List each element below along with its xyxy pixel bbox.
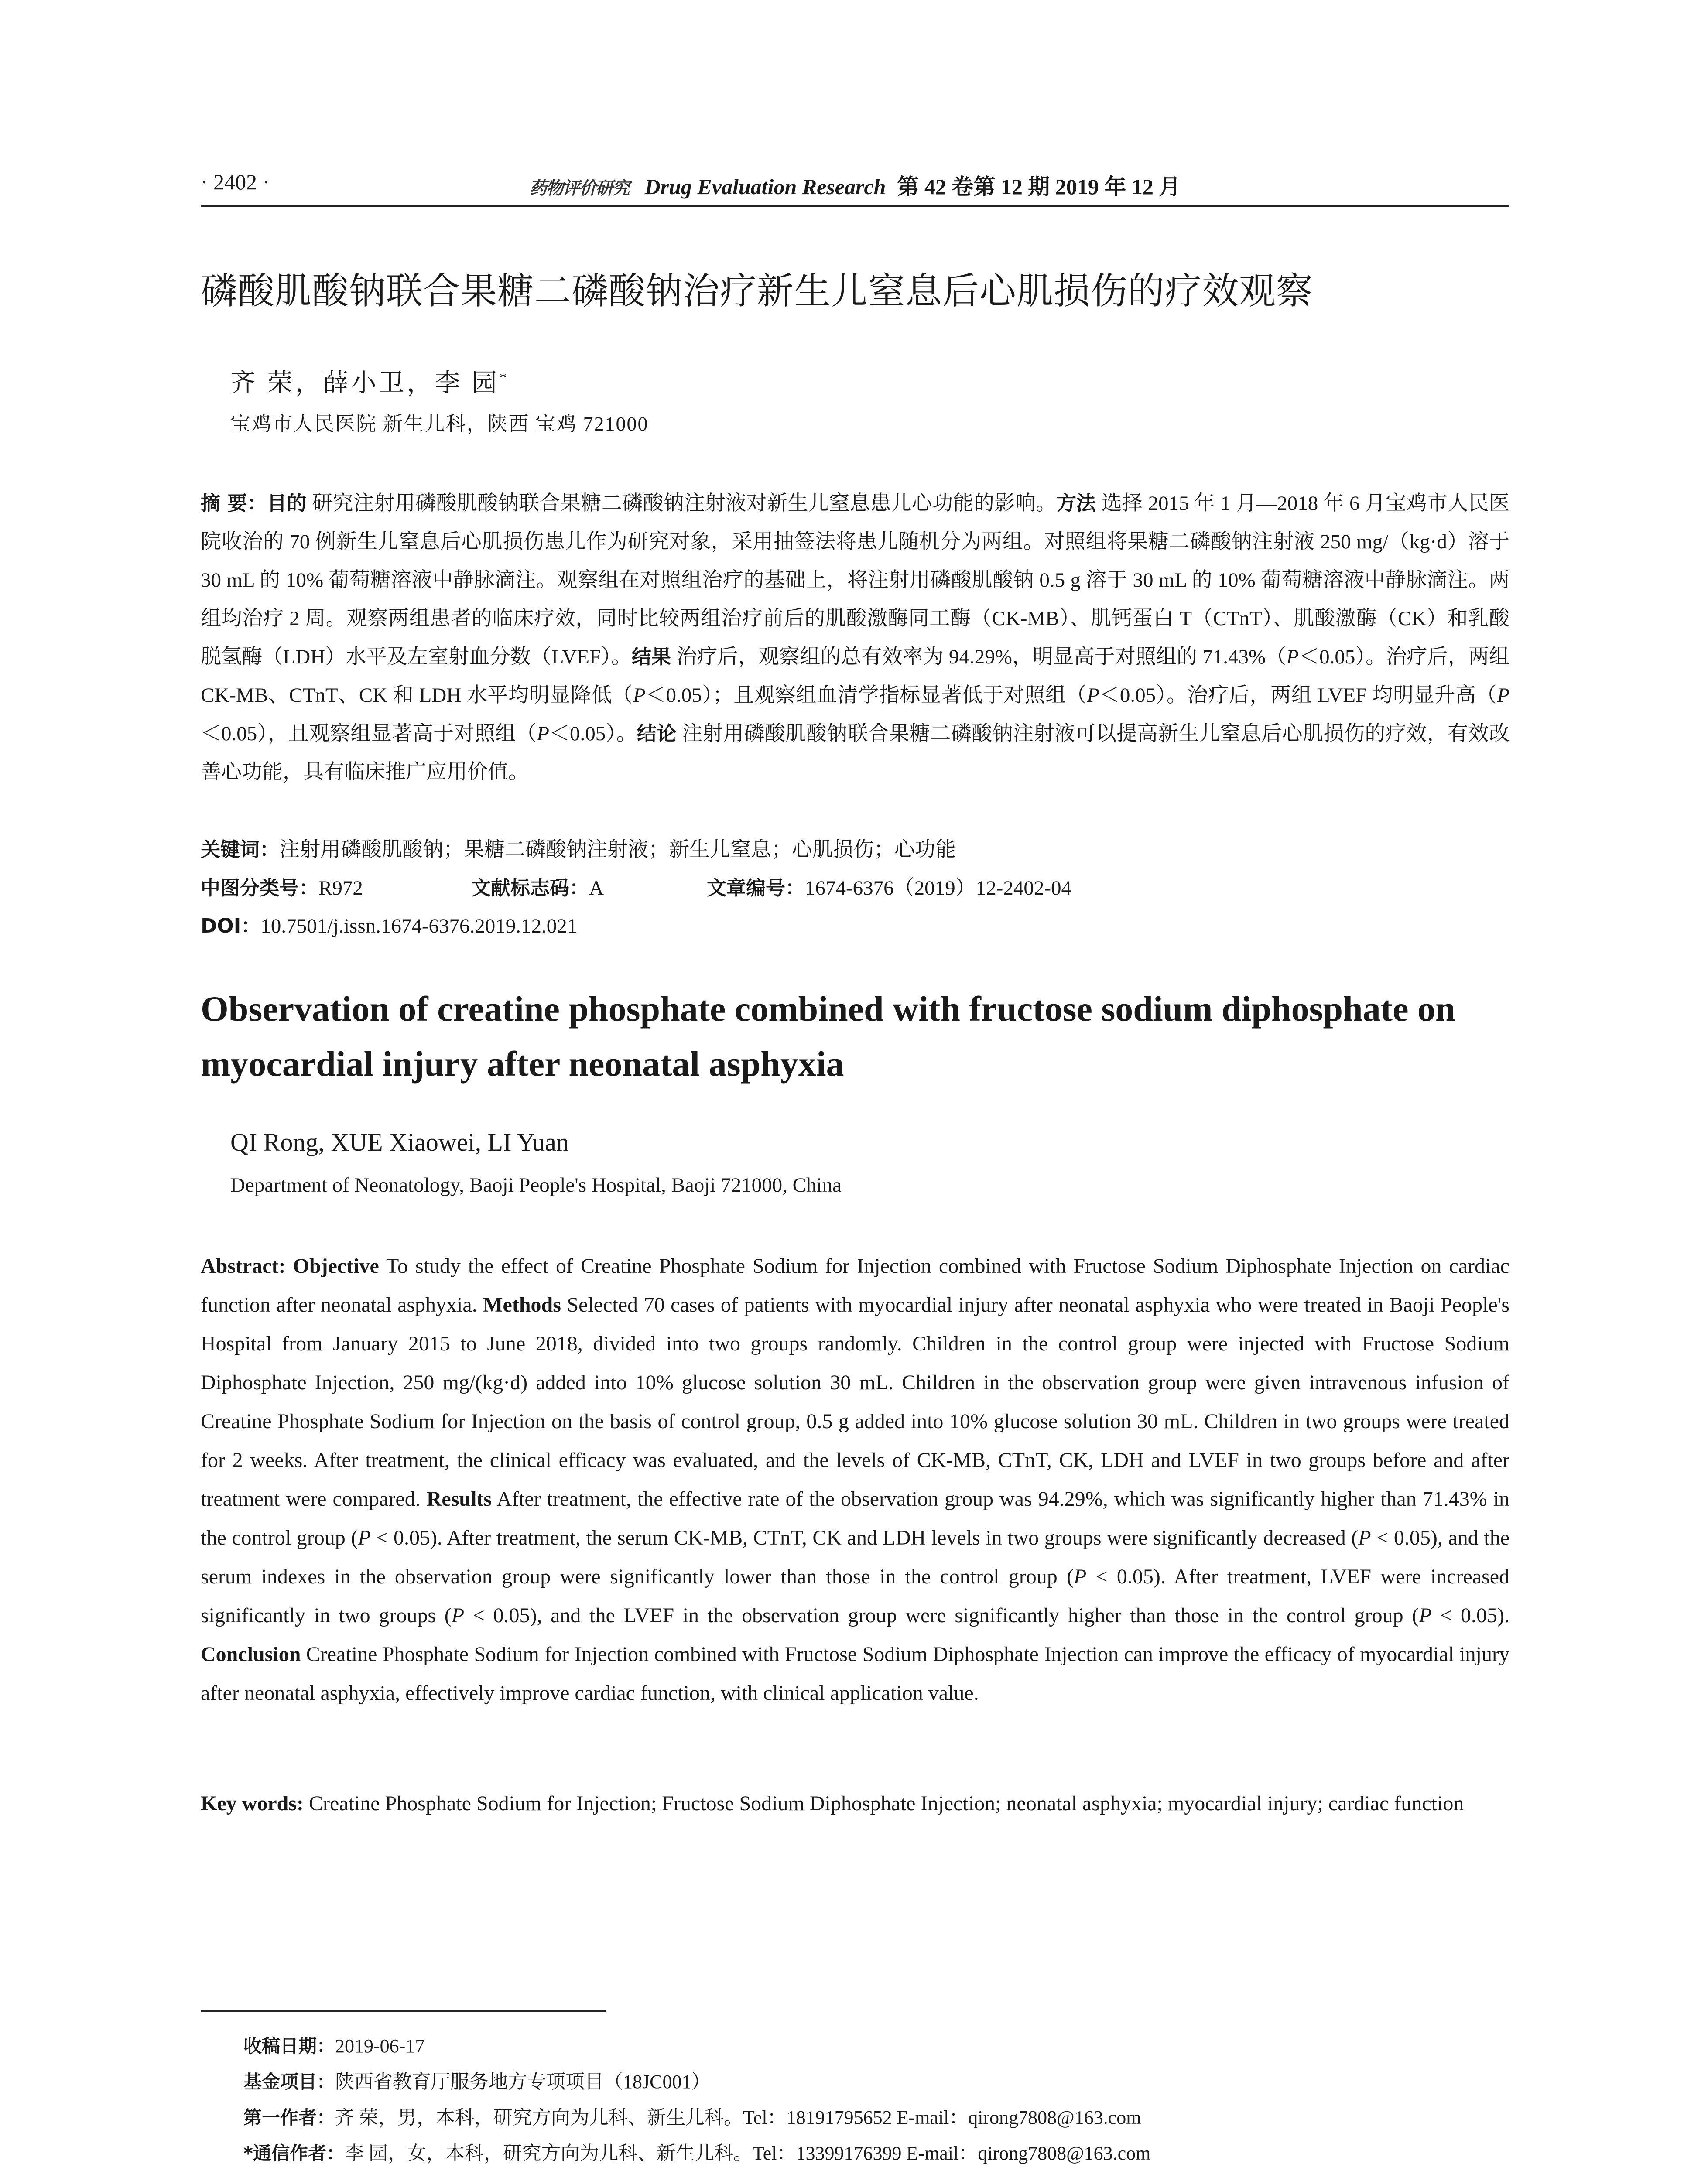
abstract-objective-label: Abstract: Objective [201,1255,379,1278]
keywords-label: Key words: [201,1792,304,1815]
p-symbol: P [1419,1604,1432,1627]
journal-header [201,169,1509,201]
objective-text: 研究注射用磷酸肌酸钠联合果糖二磷酸钠注射液对新生儿窒息患儿心功能的影响。 [307,492,1057,515]
results-label: 结果 [632,645,671,668]
abstract-label: 摘 要： [201,492,267,515]
first-author [243,2100,1509,2136]
received-date [243,2028,1509,2064]
english-authors: QI Rong, XUE Xiaowei, LI Yuan [230,1128,569,1156]
conclusion-label: 结论 [637,722,677,745]
chinese-affiliation: 宝鸡市人民医院 新生儿科，陕西 宝鸡 721000 [230,413,649,435]
corresponding-value: 李 园，女，本科，研究方向为儿科、新生儿科。Tel：13399176399 E-mail：qirong7808@163.com [344,2143,1151,2164]
conclusion-label: Conclusion [201,1643,301,1666]
p-symbol: P [1087,684,1099,707]
issue-info: 第 42 卷第 12 期 2019 年 12 月 [897,174,1181,199]
running-header [201,169,1509,209]
chinese-keywords [201,833,1509,862]
p-symbol: P [537,722,549,745]
chinese-title: 磷酸肌酸钠联合果糖二磷酸钠治疗新生儿窒息后心肌损伤的疗效观察 [201,270,1314,312]
corresponding-mark: * [500,369,507,386]
article-no-field [707,872,1071,901]
methods-text: 选择 2015 年 1 月—2018 年 6 月宝鸡市人民医院收治的 70 例新生儿窒息后心肌损伤患儿作为研究对象，采用抽签法将患儿随机分为两组。对照组将果糖二磷酸钠注射液 250 mg/（kg·d）溶于 30 mL 的 10% 葡萄糖溶液中静脉滴注。观察组在对照组治疗的基础上，将注射用磷酸肌酸钠 0.5 g 溶于 30 mL 的 10% 葡萄糖溶液中静脉滴注。两组均治疗 2 周。观察两组患者的临床疗效，同时比较两组治疗前后的肌酸激酶同工酶（CK-MB）、肌钙蛋白 T（CTnT）、肌酸激酶（CK）和乳酸脱氢酶（LDH）水平及左室射血分数（LVEF）。 [201,492,1510,668]
journal-logo: 药物评价研究 [529,178,629,198]
doc-code-value: A [589,877,604,899]
chinese-authors [230,362,507,399]
clc-value: R972 [318,877,363,899]
fund-value: 陕西省教育厅服务地方专项项目（18JC001） [335,2071,711,2092]
chinese-author-names: 齐 荣，薛小卫，李 园 [230,369,500,397]
keywords-text: 注射用磷酸肌酸钠；果糖二磷酸钠注射液；新生儿窒息；心肌损伤；心功能 [279,838,956,861]
fund-project [243,2064,1509,2100]
methods-label: 方法 [1056,492,1096,515]
results-text: ＜0.05）。治疗后，两组 CK-MB、CTnT、CK 和 LDH 水平均明显降低（ [201,646,1510,707]
doi-line [201,910,1509,938]
keywords-text: Creatine Phosphate Sodium for Injection; Fructose Sodium Diphosphate Injection; neonatal asphyxia; myocardial injury; cardiac function [303,1792,1464,1815]
p-symbol: P [1073,1565,1087,1588]
english-affiliation: Department of Neonatology, Baoji People's Hospital, Baoji 721000, China [230,1174,842,1196]
doi-label: DOI： [201,914,261,937]
p-symbol: P [1497,684,1510,707]
p-symbol: P [358,1526,371,1549]
results-text: < 0.05), and the LVEF in the observation group were significantly higher than those in the control group ( [464,1604,1419,1627]
clc-label: 中图分类号： [201,876,319,899]
results-text: ＜0.05）。 [549,722,637,745]
methods-label: Methods [483,1293,561,1316]
classification-line [201,872,1509,901]
english-title: Observation of creatine phosphate combined with fructose sodium diphosphate on myocardial injury after neonatal asphyxia [201,989,1455,1084]
article-no-value: 1674-6376（2019）12-2402-04 [805,877,1071,899]
page-number: · 2402 · [201,170,270,194]
doc-code-field [471,872,707,900]
chinese-abstract [201,484,1509,791]
objective-text: To study the effect of Creatine Phosphate Sodium for Injection combined with Fructose Sodium Diphosphate Injection on cardiac function after neonatal asphyxia. [201,1255,1509,1316]
english-abstract [201,1247,1509,1713]
keywords-label: 关键词： [201,838,280,861]
results-text: ＜0.05）。治疗后，两组 LVEF 均明显升高（ [1099,684,1497,707]
results-text: < 0.05), and the serum indexes in the observation group were significantly lower than those in the control group ( [201,1526,1510,1588]
p-symbol: P [633,684,646,707]
objective-label: 目的 [267,492,307,515]
footnote-rule [201,2010,606,2012]
received-value: 2019-06-17 [335,2035,425,2057]
doc-code-label: 文献标志码： [471,876,589,899]
results-text: ＜0.05），且观察组显著高于对照组（ [201,722,537,745]
results-text: < 0.05). After treatment, LVEF were increased significantly in two groups ( [201,1565,1509,1627]
journal-name: Drug Evaluation Research [644,174,886,199]
doi-value: 10.7501/j.issn.1674-6376.2019.12.021 [260,915,578,937]
clc-field [201,872,471,900]
results-text: 治疗后，观察组的总有效率为 94.29%，明显高于对照组的 71.43%（ [671,646,1287,668]
corresponding-author [243,2136,1509,2171]
conclusion-text: Creatine Phosphate Sodium for Injection combined with Fructose Sodium Diphosphate Injection can improve the efficacy of myocardial injury after neonatal asphyxia, effectively improve cardiac function, with clinical application value. [201,1643,1509,1705]
results-text: ＜0.05）；且观察组血清学指标显著低于对照组（ [645,684,1087,707]
first-author-label: 第一作者： [243,2107,335,2128]
first-author-value: 齐 荣，男，本科，研究方向为儿科、新生儿科。Tel：18191795652 E-mail：qirong7808@163.com [335,2107,1141,2128]
english-keywords [201,1784,1509,1823]
results-text: < 0.05). [1431,1604,1510,1627]
footnotes [243,2028,1509,2171]
methods-text: Selected 70 cases of patients with myocardial injury after neonatal asphyxia who were treated in Baoji People's Hospital from January 2015 to June 2018, divided into two groups randomly. Children in the control group were injected with Fructose Sodium Diphosphate Injection, 250 mg/(kg·d) added into 10% glucose solution 30 mL. Children in the observation group were given intravenous infusion of Creatine Phosphate Sodium for Injection on the basis of control group, 0.5 g added into 10% glucose solution 30 mL. Children in two groups were treated for 2 weeks. After treatment, the clinical efficacy was evaluated, and the levels of CK-MB, CTnT, CK, LDH and LVEF in two groups before and after treatment were compared. [201,1293,1510,1511]
fund-label: 基金项目： [243,2071,335,2092]
p-symbol: P [1286,646,1299,668]
results-label: Results [426,1487,492,1511]
received-label: 收稿日期： [243,2035,335,2057]
p-symbol: P [1358,1526,1371,1549]
conclusion-text: 注射用磷酸肌酸钠联合果糖二磷酸钠注射液可以提高新生儿窒息后心肌损伤的疗效，有效改善心功能，具有临床推广应用价值。 [201,722,1510,783]
results-text: After treatment, the effective rate of the observation group was 94.29%, which was significantly higher than 71.43% in the control group ( [201,1487,1510,1549]
p-symbol: P [451,1604,465,1627]
header-rule [201,205,1509,207]
results-text: < 0.05). After treatment, the serum CK-MB, CTnT, CK and LDH levels in two groups were significantly decreased ( [370,1526,1359,1549]
corresponding-label: *通信作者： [243,2143,345,2164]
article-no-label: 文章编号： [707,876,805,899]
